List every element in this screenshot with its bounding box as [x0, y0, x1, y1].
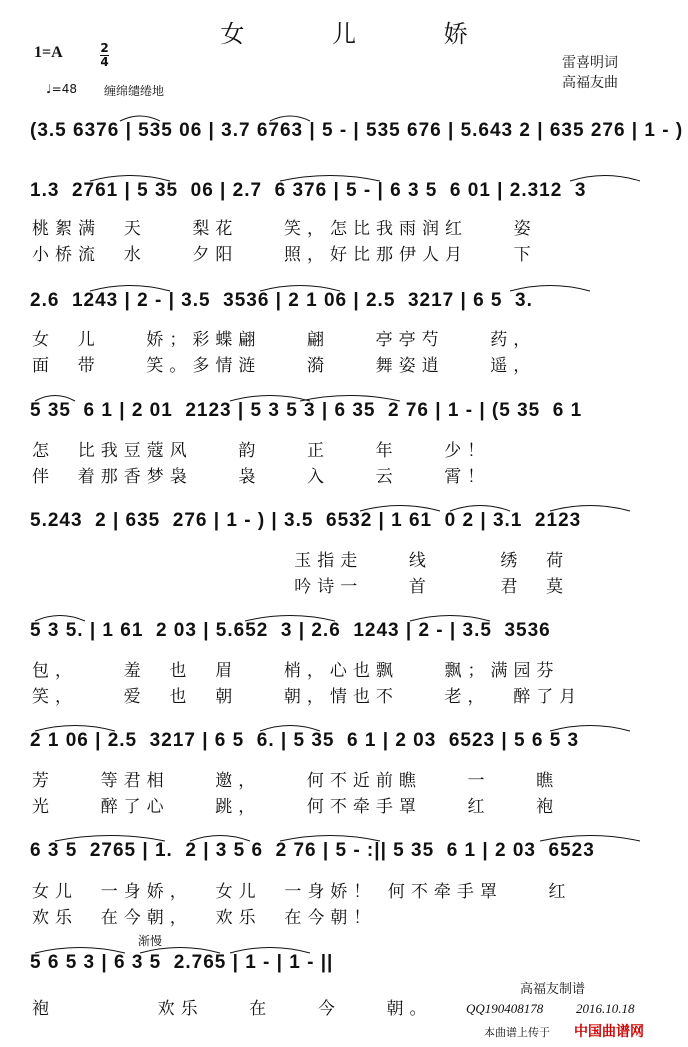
- lyrics-verse-2: 光 醉了心 跳， 何不牵手罩 红 袍: [32, 797, 560, 817]
- upload-note: 本曲谱上传于: [484, 1026, 550, 1039]
- lyrics-verse-1: 桃絮满 天 梨花 笑，怎比我雨润红 姿: [32, 219, 537, 239]
- staff-notes: 5 3 5. | 1 61 2 03 | 5.652 3 | 2.6 1243 | 2 - | 3.5 3536: [30, 620, 551, 641]
- lyrics-verse-2: 伴 着那香梦袅 袅 入 云 霄！: [32, 467, 491, 487]
- lyricist-credit: 雷喜明词: [562, 55, 618, 71]
- site-logo: 中国曲谱网: [574, 1024, 644, 1040]
- lyrics-verse-1: 玉指走 线 绣 荷: [32, 551, 570, 571]
- staff-notes: 6 3 5 2765 | 1. 2 | 3 5 6 2 76 | 5 - :|| 5 35 6 1 | 2 03 6523: [30, 840, 595, 861]
- key-signature: 1=A: [34, 44, 63, 61]
- staff-notes: (3.5 6376 | 535 06 | 3.7 6763 | 5 - | 535 676 | 5.643 2 | 635 276 | 1 - ): [30, 120, 684, 141]
- staff-7: [30, 720, 670, 762]
- composer-credit: 高福友曲: [562, 75, 618, 91]
- staff-4: [30, 390, 670, 432]
- lyrics-verse-1: 女儿 一身娇， 女儿 一身娇！ 何不牵手罩 红: [32, 882, 572, 902]
- lyrics-verse-2: 笑， 爱 也 朝 朝，情也不 老， 醉了月: [32, 687, 583, 707]
- staff-5: [30, 500, 670, 542]
- lyrics-verse-2: 面 带 笑。多情涟 漪 舞姿逍 遥，: [32, 356, 537, 376]
- lyrics-verse-2: 吟诗一 首 君 莫: [32, 577, 570, 597]
- staff-1: [30, 110, 684, 152]
- staff-2: [30, 170, 670, 212]
- lyrics-verse-1: 芳 等君相 邀， 何不近前瞧 一 瞧: [32, 771, 560, 791]
- lyrics-verse-1: 袍 欢乐 在 今 朝。: [32, 999, 433, 1019]
- qq-number: QQ190408178: [466, 1001, 544, 1016]
- song-title: 女 儿 娇: [220, 20, 508, 48]
- time-signature-bottom: 4: [100, 55, 109, 69]
- time-signature-top: 2: [100, 41, 109, 55]
- time-signature: [100, 42, 109, 69]
- tempo-mark: ♩=48: [46, 82, 77, 96]
- staff-notes: 5 6 5 3 | 6 3 5 2.765 | 1 - | 1 - ||: [30, 952, 334, 973]
- staff-notes: 2 1 06 | 2.5 3217 | 6 5 6. | 5 35 6 1 | 2 03 6523 | 5 6 5 3: [30, 730, 580, 751]
- staff-notes: 2.6 1243 | 2 - | 3.5 3536 | 2 1 06 | 2.5 3217 | 6 5 3.: [30, 290, 533, 311]
- staff-notes: 1.3 2761 | 5 35 06 | 2.7 6 376 | 5 - | 6 3 5 6 01 | 2.312 3: [30, 180, 587, 201]
- staff-6: [30, 610, 670, 652]
- staff-notes: 5.243 2 | 635 276 | 1 - ) | 3.5 6532 | 1 61 0 2 | 3.1 2123: [30, 510, 582, 531]
- ritardando-mark: 渐慢: [138, 934, 163, 948]
- staff-3: [30, 280, 670, 322]
- lyrics-verse-1: 包， 羞 也 眉 梢，心也飘 飘；满园芬: [32, 661, 560, 681]
- expression-mark: 缠绵缱绻地: [104, 84, 165, 98]
- staff-notes: 5 35 6 1 | 2 01 2123 | 5 3 5 3 | 6 35 2 76 | 1 - | (5 35 6 1: [30, 400, 583, 421]
- engrave-date: 2016.10.18: [576, 1001, 635, 1016]
- staff-8: [30, 830, 670, 872]
- lyrics-verse-2: 小桥流 水 夕阳 照，好比那伊人月 下: [32, 245, 537, 265]
- lyrics-verse-1: 怎 比我豆蔻风 韵 正 年 少！: [32, 441, 491, 461]
- engraver-credit: 高福友制谱: [520, 982, 586, 997]
- lyrics-verse-2: 欢乐 在今朝， 欢乐 在今朝！: [32, 908, 377, 928]
- lyrics-verse-1: 女 儿 娇；彩蝶翩 翩 亭亭芍 药，: [32, 330, 537, 350]
